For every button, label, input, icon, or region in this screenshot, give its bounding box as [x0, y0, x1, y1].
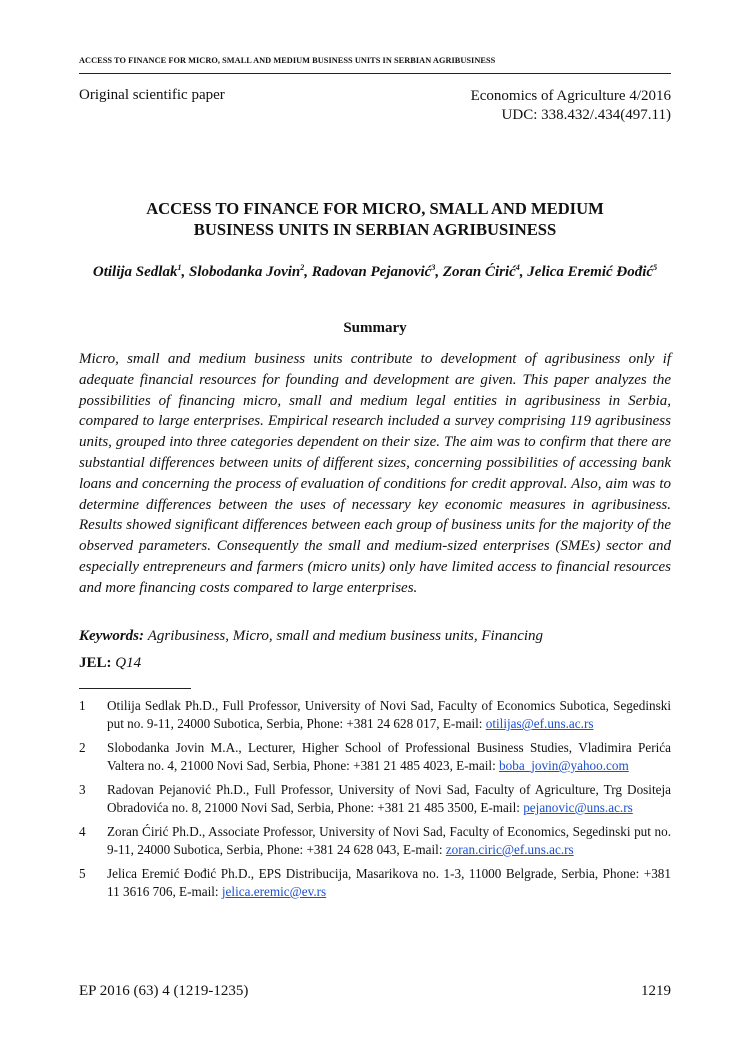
footnote-body: Jelica Eremić Đođić Ph.D., EPS Distribucija, Masarikova no. 1-3, 11000 Belgrade, Serbia, Phone: +381 11 3616 706, E-mail: [107, 865, 671, 899]
author-name: Zoran Ćirić [442, 264, 516, 280]
footnote-body: Radovan Pejanović Ph.D., Full Professor, University of Novi Sad, Faculty of Agriculture, Trg Dositeja Obradovića no. 8, 21000 Novi Sad, Serbia, Phone: +381 21 485 3500, E-mail: [107, 781, 671, 816]
jel-value: Q14 [115, 655, 142, 671]
footnote-text [107, 697, 671, 734]
footnote-number: 4 [79, 823, 86, 839]
footnote-number: 5 [79, 865, 86, 881]
footnote-text [107, 739, 671, 776]
email-link[interactable]: zoran.ciric@ef.uns.ac.rs [445, 841, 574, 857]
footnote [79, 739, 671, 776]
keywords [79, 626, 671, 646]
author-name: Otilija Sedlak [92, 264, 178, 280]
footnote [79, 823, 671, 860]
journal-issue: Economics of Agriculture 4/2016 [470, 88, 671, 104]
jel-label: JEL: [79, 655, 112, 671]
author-name: Jelica Eremić Đođić [527, 264, 654, 280]
title-line-2: BUSINESS UNITS IN SERBIAN AGRIBUSINESS [193, 220, 557, 239]
author-name: Radovan Pejanović [311, 264, 432, 280]
footnotes [79, 697, 671, 906]
header-rule [79, 73, 671, 74]
footnote-number: 3 [79, 781, 86, 797]
author-list: Otilija Sedlak$^1$, Slobodanka Jovin$^2$, Radovan Pejanović$^3$, Zoran Ćirić$^4$, Jelica Eremić Đođić$^5$ [92, 263, 658, 280]
email-link[interactable]: pejanovic@uns.ac.rs [523, 800, 633, 816]
paper-title [79, 198, 671, 240]
footnote-number: 2 [79, 739, 86, 755]
keywords-value: Agribusiness, Micro, small and medium business units, Financing [147, 628, 544, 644]
footnote [79, 697, 671, 734]
journal-meta [471, 87, 671, 125]
author-footnote-ref[interactable]: 4 [515, 263, 520, 272]
footnote-rule [79, 688, 191, 689]
footer-citation: EP 2016 (63) 4 (1219-1235) [79, 983, 249, 999]
author-footnote-ref[interactable]: 5 [653, 263, 658, 272]
author-footnote-ref[interactable]: 1 [177, 263, 182, 272]
summary-heading: Summary [343, 320, 407, 336]
footnote-text [107, 865, 671, 902]
author-footnote-ref[interactable]: 3 [431, 263, 436, 272]
keywords-label: Keywords: [79, 628, 144, 644]
footnote-body: Slobodanka Jovin M.A., Lecturer, Higher School of Professional Business Studies, Vladimira Perića Valtera no. 4, 21000 Novi Sad, Serbia, Phone: +381 21 485 4023, E-mail: [107, 739, 671, 774]
footnote [79, 781, 671, 818]
footnote-body: Otilija Sedlak Ph.D., Full Professor, University of Novi Sad, Faculty of Economics Subotica, Segedinski put no. 9-11, 24000 Subotica, Serbia, Phone: +381 24 628 017, E-mail: [107, 698, 671, 732]
footnote-text [107, 781, 671, 818]
author-name: Slobodanka Jovin [188, 264, 301, 280]
email-link[interactable]: boba_jovin@yahoo.com [499, 758, 629, 774]
author-footnote-ref[interactable]: 2 [300, 263, 305, 272]
running-head: ACCESS TO FINANCE FOR MICRO, SMALL AND MEDIUM BUSINESS UNITS IN SERBIAN AGRIBUSINESS [79, 56, 496, 65]
footnote-number: 1 [79, 698, 86, 713]
footnote [79, 865, 671, 902]
abstract-text: Micro, small and medium business units contribute to development of agribusiness only if adequate financial resources for founding and development are given. This paper analyzes the possibilities of financing micro, small and medium legal entities in agribusiness in Serbia, compared to large enterprises. Empirical research included a survey comprising 119 agribusiness units, grouped into three categories dependent on their size. The aim was to confirm that there are substantial differences between units of different sizes, concerning possibilities of accessing bank loans and concerning the process of evaluation of conditions for credit approval. Also, aim was to determine differences between the uses of necessary key economic measures in agribusiness. Results showed significant differences between each group of business units for the majority of the observed parameters. Consequently the small and medium-sized enterprises (SMEs) sector and especially entrepreneurs and farmers (micro units) only have limited access to financial resources and more financing costs compared to large enterprises. [79, 351, 671, 596]
udc-code: UDC: 338.432/.434(497.11) [501, 107, 671, 123]
jel-classification [79, 655, 141, 672]
email-link[interactable]: jelica.eremic@ev.rs [221, 883, 327, 899]
paper-type: Original scientific paper [79, 87, 225, 103]
title-line-1: ACCESS TO FINANCE FOR MICRO, SMALL AND MEDIUM [146, 199, 604, 218]
email-link[interactable]: otilijas@ef.uns.ac.rs [485, 716, 594, 732]
footnote-body: Zoran Ćirić Ph.D., Associate Professor, University of Novi Sad, Faculty of Economics, Segedinski put no. 9-11, 24000 Subotica, Serbia, Phone: +381 24 628 043, E-mail: [107, 823, 671, 857]
footnote-text [107, 823, 671, 860]
page-number: 1219 [641, 983, 671, 999]
